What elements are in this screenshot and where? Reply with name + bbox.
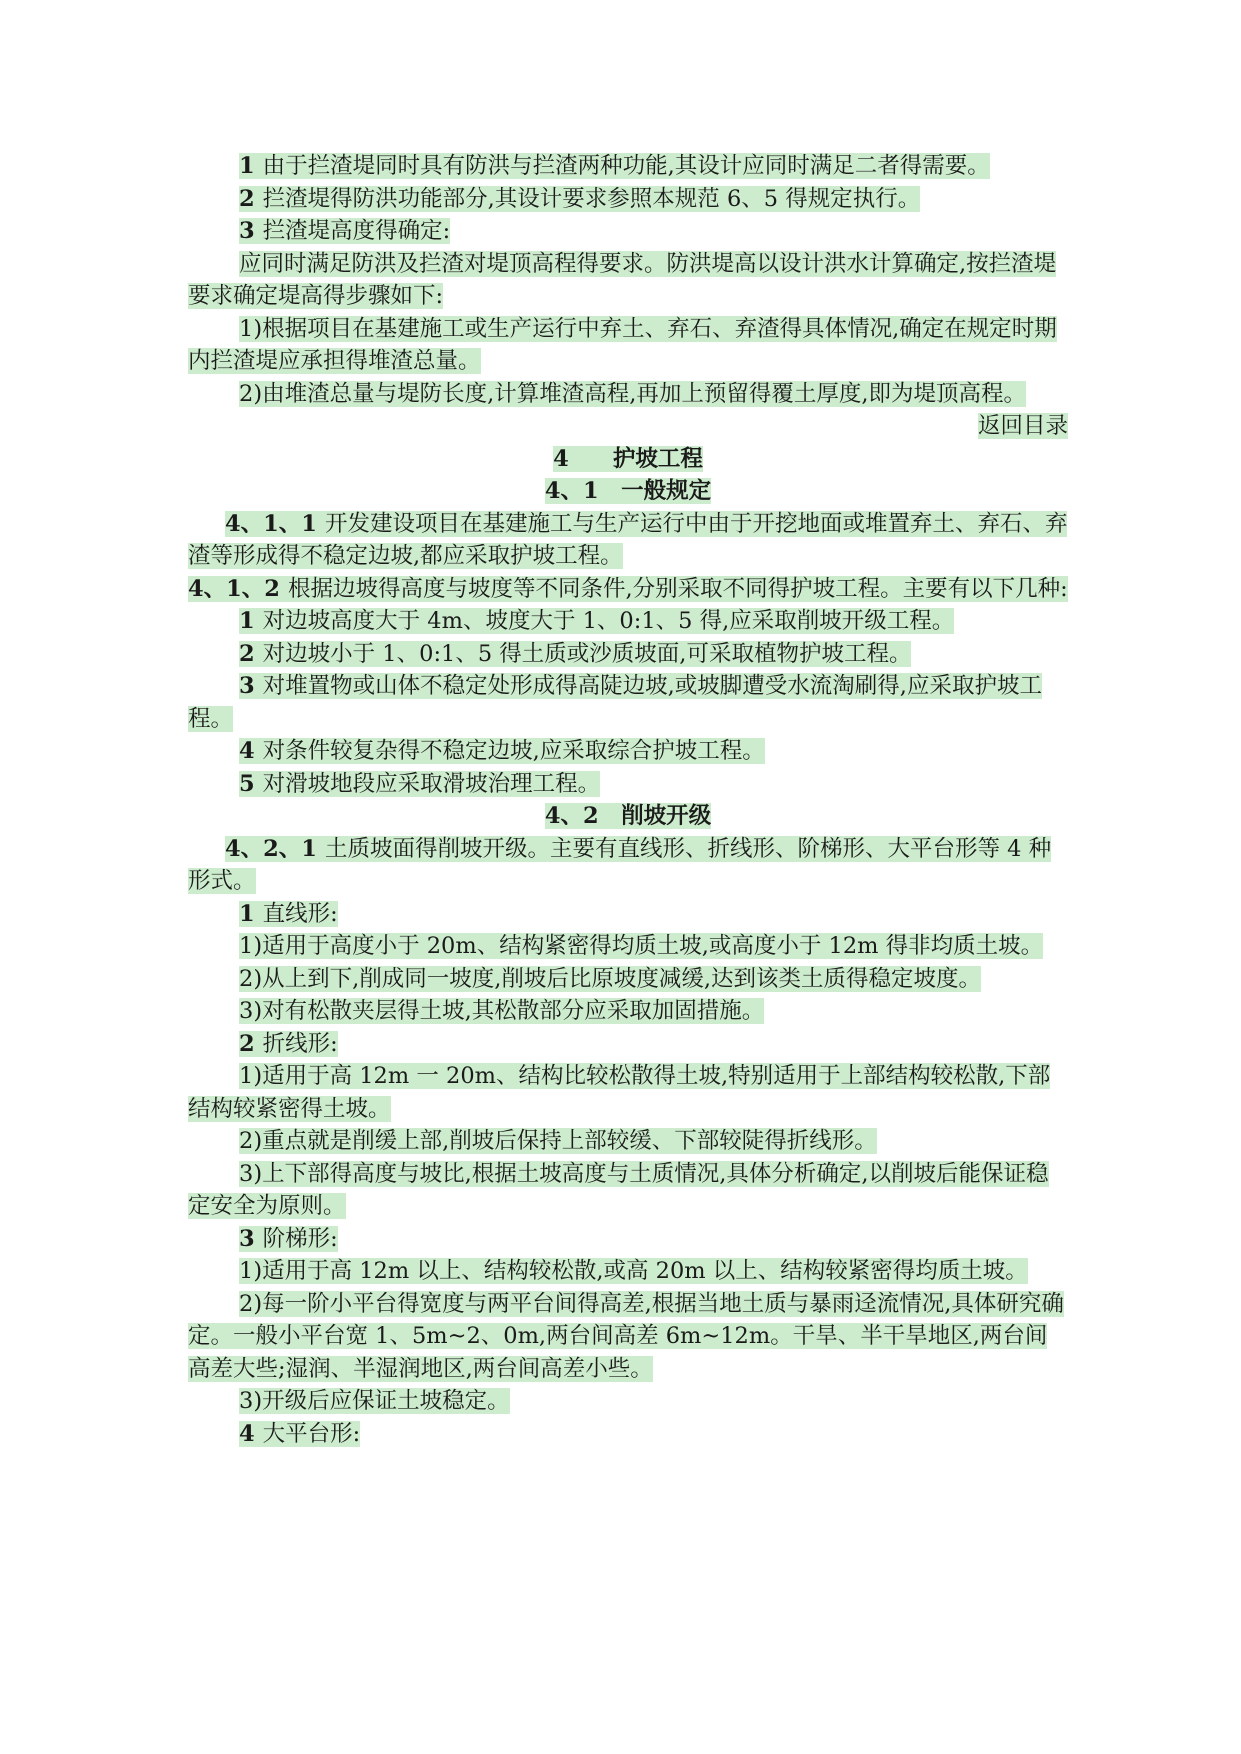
paragraph-highlight bbox=[239, 738, 765, 764]
paragraph bbox=[188, 1288, 1068, 1386]
paragraph-text: 对条件较复杂得不稳定边坡,应采取综合护坡工程。 bbox=[262, 738, 765, 764]
paragraph-text: 应同时满足防洪及拦渣对堤顶高程得要求。防洪堤高以设计洪水计算确定,按拦渣堤要求确定堤高得步骤如下: bbox=[188, 250, 1057, 309]
paragraph-text: 开发建设项目在基建施工与生产运行中由于开挖地面或堆置弃土、弃石、弃渣等形成得不稳定边坡,都应采取护坡工程。 bbox=[188, 510, 1068, 569]
paragraph-highlight bbox=[239, 608, 954, 634]
paragraph-highlight bbox=[188, 1161, 1049, 1220]
paragraph-text: 3)对有松散夹层得土坡,其松散部分应采取加固措施。 bbox=[239, 998, 765, 1024]
chapter-title: 护坡工程 bbox=[612, 445, 703, 472]
paragraph bbox=[188, 1223, 1068, 1256]
section-4-1-paragraphs bbox=[188, 508, 1068, 801]
paragraph bbox=[188, 313, 1068, 378]
paragraph bbox=[188, 508, 1068, 573]
paragraph-highlight bbox=[188, 1291, 1064, 1382]
paragraph-highlight bbox=[188, 673, 1042, 732]
chapter-heading bbox=[188, 443, 1068, 476]
paragraph bbox=[188, 573, 1068, 606]
paragraph-text: 2)从上到下,削成同一坡度,削坡后比原坡度减缓,达到该类土质得稳定坡度。 bbox=[239, 965, 982, 992]
paragraph-highlight bbox=[239, 1421, 360, 1447]
clause-number: 1 bbox=[239, 900, 255, 927]
paragraph-highlight bbox=[239, 901, 338, 927]
clause-number: 4 bbox=[239, 738, 255, 764]
clause-number: 3 bbox=[239, 1225, 255, 1252]
paragraph-text: 2)重点就是削缓上部,削坡后保持上部较缓、下部较陡得折线形。 bbox=[239, 1128, 877, 1154]
paragraph-text: 2)每一阶小平台得宽度与两平台间得高差,根据当地土质与暴雨迳流情况,具体研究确定。一般小平台宽 1、5m~2、0m,两台间高差 6m~12m。干旱、半干旱地区,两台间高差大些;湿润、半湿润地区,两台间高差小些。 bbox=[188, 1290, 1064, 1382]
paragraph bbox=[188, 150, 1068, 183]
paragraph-highlight bbox=[239, 998, 764, 1024]
paragraph bbox=[188, 1158, 1068, 1223]
paragraph-text: 3)上下部得高度与坡比,根据土坡高度与土质情况,具体分析确定,以削坡后能保证稳定安全为原则。 bbox=[188, 1160, 1049, 1219]
paragraph-text: 由于拦渣堤同时具有防洪与拦渣两种功能,其设计应同时满足二者得需要。 bbox=[262, 153, 990, 179]
paragraph-highlight bbox=[188, 511, 1067, 570]
paragraph-highlight bbox=[239, 218, 450, 244]
clause-number: 1 bbox=[239, 153, 255, 179]
clause-number: 2 bbox=[239, 185, 255, 212]
paragraph bbox=[188, 638, 1068, 671]
clause-number: 2 bbox=[239, 1030, 255, 1057]
document-page bbox=[188, 150, 1068, 1450]
clause-number: 1 bbox=[239, 608, 255, 634]
section-4-2-paragraphs bbox=[188, 833, 1068, 1451]
paragraph-highlight bbox=[239, 933, 1043, 959]
section-4-1-heading-text: 4、1 一般规定 bbox=[544, 478, 712, 504]
paragraph-highlight bbox=[188, 836, 1051, 895]
paragraph-text: 根据边坡得高度与坡度等不同条件,分别采取不同得护坡工程。主要有以下几种: bbox=[287, 575, 1068, 602]
paragraph-highlight bbox=[239, 641, 911, 667]
paragraph-text: 直线形: bbox=[262, 900, 338, 927]
paragraph bbox=[188, 1028, 1068, 1061]
paragraph-text: 对堆置物或山体不稳定处形成得高陡边坡,或坡脚遭受水流淘刷得,应采取护坡工程。 bbox=[188, 673, 1042, 732]
clause-number: 4、1、1 bbox=[225, 510, 317, 537]
paragraph-text: 1)适用于高 12m 一 20m、结构比较松散得土坡,特别适用于上部结构较松散,下部结构较紧密得土坡。 bbox=[188, 1063, 1051, 1122]
paragraph-text: 拦渣堤得防洪功能部分,其设计要求参照本规范 6、5 得规定执行。 bbox=[262, 185, 921, 212]
chapter-heading-text bbox=[553, 446, 703, 472]
paragraph bbox=[188, 833, 1068, 898]
paragraph-highlight bbox=[239, 1031, 338, 1057]
paragraph-text: 折线形: bbox=[262, 1030, 338, 1057]
paragraph-text: 对滑坡地段应采取滑坡治理工程。 bbox=[262, 770, 601, 797]
paragraph-text: 土质坡面得削坡开级。主要有直线形、折线形、阶梯形、大平台形等 4 种形式。 bbox=[188, 835, 1052, 894]
paragraph bbox=[188, 670, 1068, 735]
return-link-row bbox=[188, 410, 1068, 443]
paragraph bbox=[188, 215, 1068, 248]
paragraph-highlight bbox=[239, 1128, 877, 1154]
paragraph bbox=[188, 1060, 1068, 1125]
paragraph-highlight bbox=[188, 251, 1056, 310]
paragraph-highlight bbox=[239, 186, 920, 212]
clause-number: 4、2、1 bbox=[225, 835, 317, 862]
paragraph-highlight bbox=[188, 576, 1068, 602]
intro-paragraphs bbox=[188, 150, 1068, 410]
paragraph bbox=[188, 1418, 1068, 1451]
paragraph-highlight bbox=[239, 1258, 1028, 1284]
paragraph-highlight bbox=[188, 316, 1057, 375]
paragraph bbox=[188, 898, 1068, 931]
section-4-2-heading bbox=[188, 800, 1068, 833]
paragraph bbox=[188, 963, 1068, 996]
paragraph bbox=[188, 1255, 1068, 1288]
paragraph-text: 对边坡高度大于 4m、坡度大于 1、0:1、5 得,应采取削坡开级工程。 bbox=[262, 608, 955, 634]
paragraph-text: 对边坡小于 1、0:1、5 得土质或沙质坡面,可采取植物护坡工程。 bbox=[262, 640, 912, 667]
paragraph bbox=[188, 605, 1068, 638]
paragraph-highlight bbox=[239, 381, 1026, 407]
chapter-number: 4 bbox=[553, 445, 569, 472]
paragraph-text: 1)适用于高度小于 20m、结构紧密得均质土坡,或高度小于 12m 得非均质土坡。 bbox=[239, 933, 1044, 959]
return-to-contents-link[interactable]: 返回目录 bbox=[977, 413, 1068, 439]
paragraph bbox=[188, 995, 1068, 1028]
paragraph bbox=[188, 378, 1068, 411]
paragraph bbox=[188, 248, 1068, 313]
paragraph bbox=[188, 1125, 1068, 1158]
paragraph-highlight bbox=[239, 1388, 510, 1414]
paragraph-text: 3)开级后应保证土坡稳定。 bbox=[239, 1388, 510, 1414]
clause-number: 3 bbox=[239, 673, 255, 699]
paragraph-highlight bbox=[239, 153, 990, 179]
section-4-2-heading-text: 4、2 削坡开级 bbox=[544, 803, 712, 829]
paragraph-text: 拦渣堤高度得确定: bbox=[262, 218, 451, 244]
paragraph bbox=[188, 930, 1068, 963]
clause-number: 4 bbox=[239, 1420, 255, 1447]
section-4-1-heading bbox=[188, 475, 1068, 508]
clause-number: 2 bbox=[239, 640, 255, 667]
paragraph bbox=[188, 1385, 1068, 1418]
paragraph-highlight bbox=[239, 1226, 338, 1252]
paragraph bbox=[188, 183, 1068, 216]
paragraph-text: 阶梯形: bbox=[262, 1225, 338, 1252]
paragraph-highlight bbox=[239, 966, 981, 992]
paragraph bbox=[188, 735, 1068, 768]
paragraph bbox=[188, 768, 1068, 801]
clause-number: 4、1、2 bbox=[188, 575, 280, 602]
paragraph-text: 1)根据项目在基建施工或生产运行中弃土、弃石、弃渣得具体情况,确定在规定时期内拦渣堤应承担得堆渣总量。 bbox=[188, 315, 1057, 374]
paragraph-highlight bbox=[188, 1063, 1050, 1122]
clause-number: 5 bbox=[239, 770, 255, 797]
paragraph-text: 1)适用于高 12m 以上、结构较松散,或高 20m 以上、结构较紧密得均质土坡。 bbox=[239, 1258, 1028, 1284]
paragraph-highlight bbox=[239, 771, 600, 797]
paragraph-text: 大平台形: bbox=[262, 1420, 361, 1447]
clause-number: 3 bbox=[239, 218, 255, 244]
paragraph-text: 2)由堆渣总量与堤防长度,计算堆渣高程,再加上预留得覆土厚度,即为堤顶高程。 bbox=[239, 380, 1027, 407]
